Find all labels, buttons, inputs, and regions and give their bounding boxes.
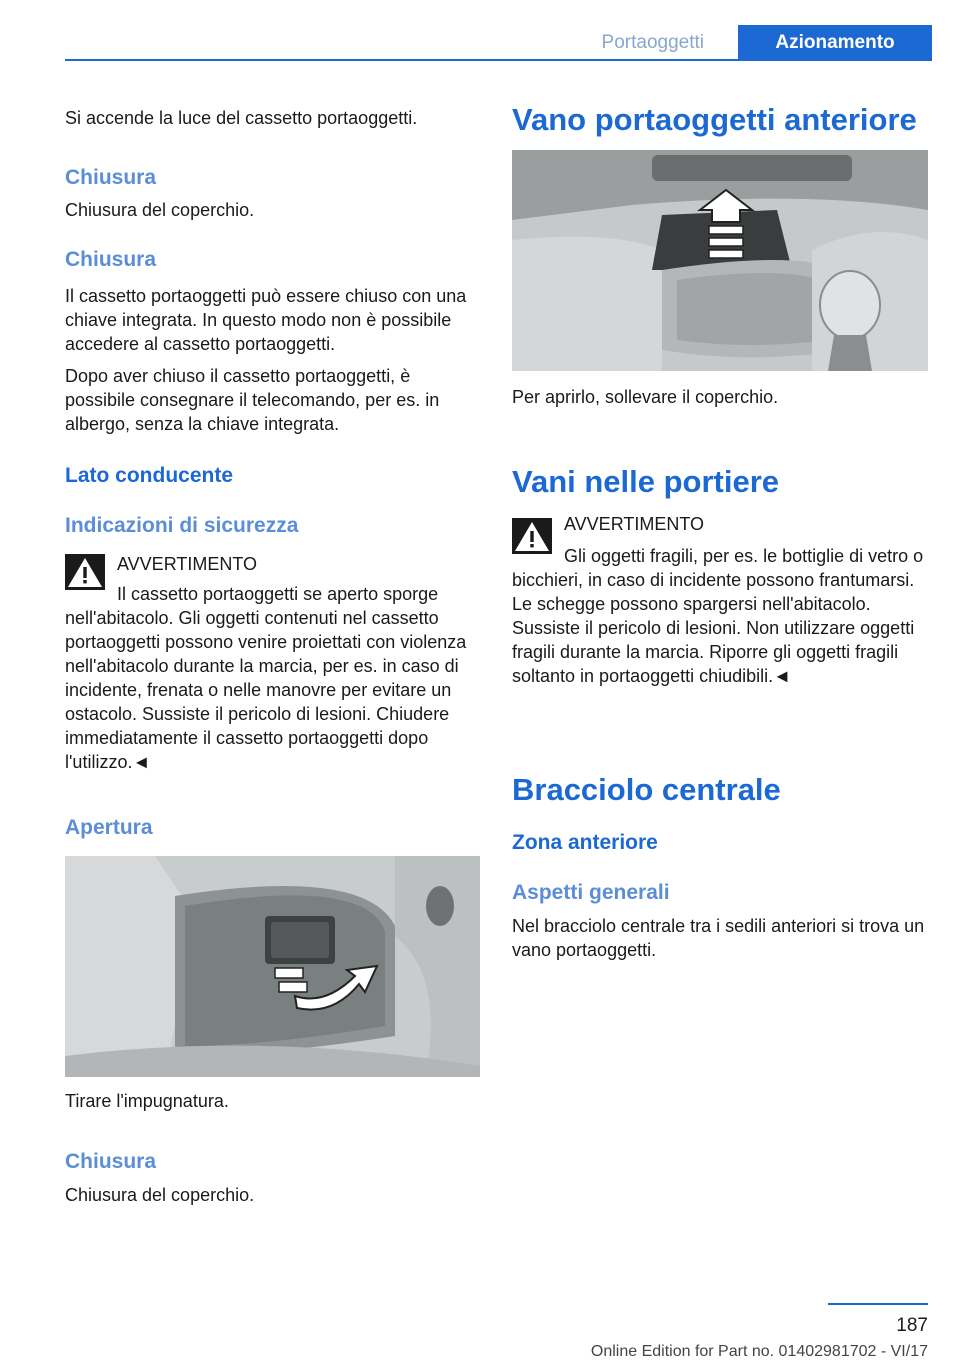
- front-zone-heading: Zona anteriore: [512, 831, 658, 854]
- closing-text-1: Chiusura del coperchio.: [65, 200, 255, 220]
- closing-heading-1: Chiusura: [65, 166, 157, 189]
- front-compartment-caption: Per aprirlo, sollevare il coperchio.: [512, 387, 779, 407]
- door-warning-title: AVVERTIMENTO: [564, 514, 705, 534]
- locking-text-1: Il cassetto portaoggetti può essere chiuso con una chiave integrata. In questo modo non è possibile accedere al cassetto portaoggetti.: [65, 286, 467, 354]
- header-rule: [65, 59, 932, 61]
- opening-heading: Apertura: [65, 816, 153, 839]
- armrest-heading: Bracciolo centrale: [512, 772, 781, 807]
- general-heading: Aspetti generali: [512, 881, 670, 904]
- opening-caption: Tirare l'impugnatura.: [65, 1091, 229, 1111]
- front-compartment-heading: Vano portaoggetti anteriore: [512, 102, 917, 137]
- glovebox-photo: [65, 856, 480, 1077]
- page-number: 187: [896, 1315, 928, 1336]
- safety-heading: Indicazioni di sicurezza: [65, 514, 299, 537]
- general-text: Nel bracciolo centrale tra i sedili anteriori si trova un vano portaoggetti.: [512, 916, 925, 960]
- driver-side-heading: Lato conducente: [65, 464, 234, 487]
- closing-heading-2: Chiusura: [65, 1150, 157, 1173]
- footer-rule: [828, 1303, 928, 1305]
- door-warning-box: [512, 512, 928, 722]
- locking-heading: Chiusura: [65, 248, 157, 271]
- locking-text-2: Dopo aver chiuso il cassetto portaoggetti, è possibile consegnare il telecomando, per es. in albergo, senza la chiave integrata.: [65, 366, 440, 434]
- front-compartment-photo: [512, 150, 928, 371]
- closing-text-2: Chiusura del coperchio.: [65, 1185, 255, 1205]
- door-warning-text: Gli oggetti fragili, per es. le bottiglie di vetro o bicchieri, in caso di incidente possono frantumarsi. Le schegge possono spargersi nell'abitacolo. Sussiste il pericolo di lesioni. Non utilizzare oggetti fragili durante la marcia. Riporre gli oggetti fragili soltanto in portaoggetti chiudibili.◄: [512, 546, 924, 686]
- warning-box: [65, 548, 480, 788]
- header-section-tab[interactable]: Portaoggetti: [601, 32, 704, 53]
- edition-note: Online Edition for Part no. 01402981702 - VI/17: [590, 1343, 928, 1360]
- page-header: [65, 25, 932, 61]
- header-chapter-tab[interactable]: Azionamento: [738, 25, 932, 61]
- warning-text: Il cassetto portaoggetti se aperto sporge nell'abitacolo. Gli oggetti contenuti nel cassetto portaoggetti possono venire proiettati con violenza nell'abitacolo durante la marcia, per es. in caso di incidente, frenata o nelle manovre per evitare un ostacolo. Sussiste il pericolo di lesioni. Chiudere immediatamente il cassetto portaoggetti dopo l'utilizzo.◄: [65, 584, 467, 772]
- intro-text: Si accende la luce del cassetto portaoggetti.: [65, 108, 418, 128]
- door-compartments-heading: Vani nelle portiere: [512, 464, 780, 499]
- warning-title: AVVERTIMENTO: [117, 554, 258, 574]
